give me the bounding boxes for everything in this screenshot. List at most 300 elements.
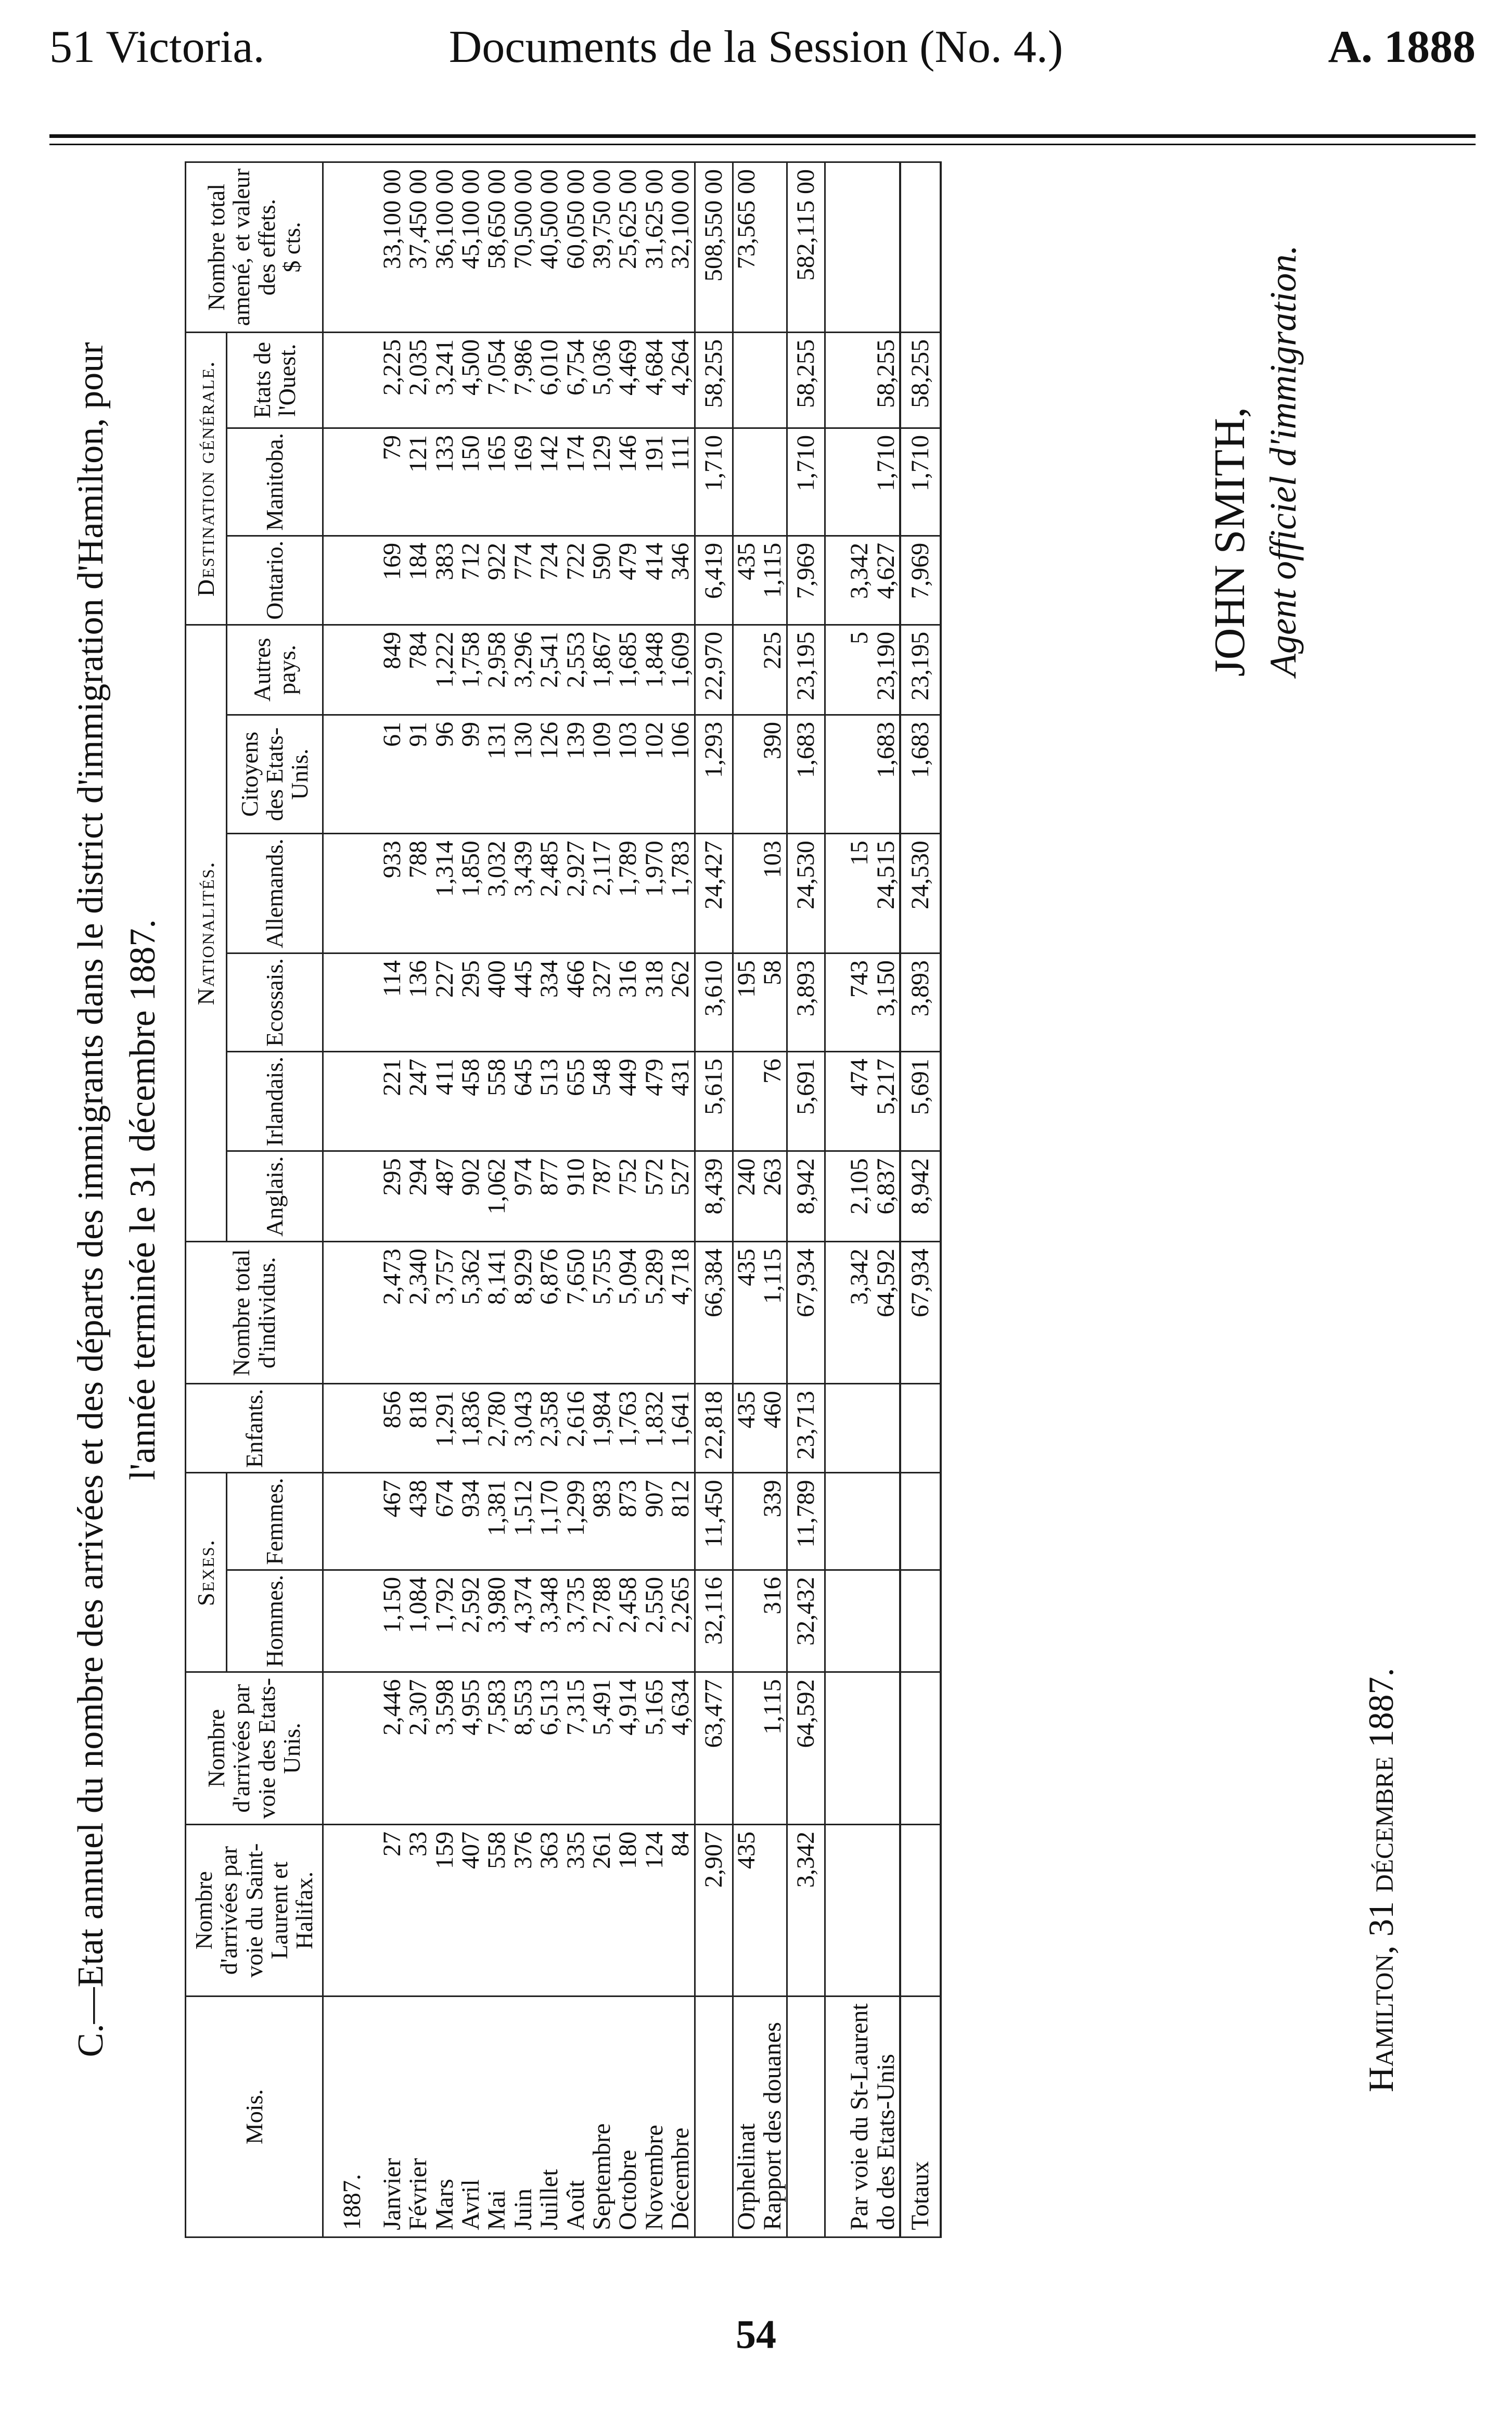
table-cell: 1,115	[760, 1672, 787, 1825]
row-label: Orphelinat	[733, 1997, 760, 2237]
table-cell	[847, 1570, 873, 1672]
table-caption-continued: l'année terminée le 31 décembre 1887.	[123, 919, 163, 1480]
table-cell: 22,818	[695, 1384, 733, 1473]
signature-name: JOHN SMITH,	[1206, 406, 1254, 677]
table-cell: 8,439	[695, 1151, 733, 1242]
table-cell: 33,100 00	[374, 162, 405, 333]
table-cell: 6,513	[536, 1672, 562, 1825]
table-cell: 5,362	[458, 1241, 484, 1383]
table-cell: 7,583	[484, 1672, 510, 1825]
table-cell: 5,691	[900, 1051, 941, 1151]
table-cell: 934	[458, 1473, 484, 1570]
table-cell	[323, 953, 374, 1052]
table-cell: 3,150	[873, 953, 900, 1052]
table-cell: 24,427	[695, 834, 733, 953]
col-header-hommes: Hommes.	[226, 1570, 323, 1672]
col-header-ecossais: Ecossais.	[226, 953, 323, 1052]
table-cell	[323, 162, 374, 333]
table-cell: 5,691	[787, 1051, 825, 1151]
table-cell: 1,685	[615, 625, 641, 715]
table-cell: 2,105	[847, 1151, 873, 1242]
table-cell: 2,780	[484, 1384, 510, 1473]
table-cell: 2,265	[668, 1570, 695, 1672]
table-cell: 558	[484, 1051, 510, 1151]
table-cell: 99	[458, 715, 484, 833]
table-cell: 3,043	[510, 1384, 536, 1473]
header-rule-thin	[49, 144, 1476, 145]
table-cell: 124	[642, 1824, 668, 1996]
table-cell: 902	[458, 1151, 484, 1242]
table-cell: 1,783	[668, 834, 695, 953]
row-label: Janvier	[374, 1997, 405, 2237]
table-cell: 1,170	[536, 1473, 562, 1570]
table-cell	[323, 1151, 374, 1242]
table-cell	[825, 1151, 847, 1242]
table-cell: 4,684	[642, 332, 668, 428]
valeur-effets-label: Nombre total amené, et valeur des effets.	[203, 168, 280, 326]
table-cell	[847, 162, 873, 333]
table-cell	[847, 428, 873, 536]
table-cell: 877	[536, 1151, 562, 1242]
table-cell	[900, 1672, 941, 1825]
table-cell: 508,550 00	[695, 162, 733, 333]
col-header-etats-ouest: Etats de l'Ouest.	[226, 332, 323, 428]
table-cell: 1,381	[484, 1473, 510, 1570]
table-cell: 184	[405, 536, 431, 625]
table-cell: 136	[405, 953, 431, 1052]
table-cell: 910	[563, 1151, 589, 1242]
table-cell: 262	[668, 953, 695, 1052]
table-cell	[733, 1570, 760, 1672]
table-cell	[825, 625, 847, 715]
table-cell: 1,084	[405, 1570, 431, 1672]
table-cell: 169	[374, 536, 405, 625]
table-cell: 752	[615, 1151, 641, 1242]
table-cell: 812	[668, 1473, 695, 1570]
table-cell: 2,550	[642, 1570, 668, 1672]
place-and-date: Hamilton, 31 décembre 1887.	[1361, 1668, 1401, 2092]
table-cell: 37,450 00	[405, 162, 431, 333]
month-row	[405, 162, 431, 2237]
row-label: Décembre	[668, 1997, 695, 2237]
table-cell: 1,984	[589, 1384, 615, 1473]
table-cell: 3,439	[510, 834, 536, 953]
row-label: Septembre	[589, 1997, 615, 2237]
table-cell	[760, 332, 787, 428]
table-cell	[825, 332, 847, 428]
table-cell: 4,718	[668, 1241, 695, 1383]
table-cell: 6,837	[873, 1151, 900, 1242]
table-cell: 130	[510, 715, 536, 833]
table-cell: 6,876	[536, 1241, 562, 1383]
table-cell: 445	[510, 953, 536, 1052]
table-cell: 334	[536, 953, 562, 1052]
table-cell: 3,342	[847, 536, 873, 625]
table-cell	[873, 1672, 900, 1825]
group-header-sexes: Sexes.	[186, 1473, 227, 1672]
table-cell	[847, 1384, 873, 1473]
currency-unit: $ cts.	[278, 222, 305, 273]
row-label: Mai	[484, 1997, 510, 2237]
table-cell: 4,634	[668, 1672, 695, 1825]
table-cell: 907	[642, 1473, 668, 1570]
month-row	[668, 162, 695, 2237]
table-cell	[323, 1241, 374, 1383]
table-cell	[900, 162, 941, 333]
table-cell: 1,710	[873, 428, 900, 536]
row-label: Novembre	[642, 1997, 668, 2237]
table-cell: 84	[668, 1824, 695, 1996]
table-cell: 572	[642, 1151, 668, 1242]
table-cell: 240	[733, 1151, 760, 1242]
table-cell: 64,592	[873, 1241, 900, 1383]
table-cell: 873	[615, 1473, 641, 1570]
table-cell	[825, 1051, 847, 1151]
table-cell: 2,446	[374, 1672, 405, 1825]
table-cell: 24,530	[900, 834, 941, 953]
table-cell: 180	[615, 1824, 641, 1996]
col-header-ontario: Ontario.	[226, 536, 323, 625]
table-cell: 3,032	[484, 834, 510, 953]
table-cell: 2,485	[536, 834, 562, 953]
table-cell: 431	[668, 1051, 695, 1151]
orphelinat-row	[733, 162, 760, 2237]
table-cell: 4,469	[615, 332, 641, 428]
table-cell: 3,735	[563, 1570, 589, 1672]
table-cell: 2,553	[563, 625, 589, 715]
table-cell: 5	[847, 625, 873, 715]
table-caption: C.—Etat annuel du nombre des arrivées et des départs des immigrants dans le district d'immigration d'Hamilton, pour	[71, 342, 111, 2057]
table-cell: 655	[563, 1051, 589, 1151]
table-cell	[847, 1824, 873, 1996]
table-cell: 466	[563, 953, 589, 1052]
table-cell: 227	[432, 953, 458, 1052]
month-row	[563, 162, 589, 2237]
table-cell: 33	[405, 1824, 431, 1996]
table-cell: 527	[668, 1151, 695, 1242]
table-cell: 1,836	[458, 1384, 484, 1473]
table-cell: 45,100 00	[458, 162, 484, 333]
table-cell: 60,050 00	[563, 162, 589, 333]
month-row	[589, 162, 615, 2237]
table-cell: 174	[563, 428, 589, 536]
table-cell: 1,683	[900, 715, 941, 833]
table-cell: 2,788	[589, 1570, 615, 1672]
table-cell: 1,222	[432, 625, 458, 715]
table-cell	[733, 1473, 760, 1570]
col-header-valeur-effets	[186, 162, 323, 333]
table-cell: 346	[668, 536, 695, 625]
table-cell: 400	[484, 953, 510, 1052]
table-cell: 1,609	[668, 625, 695, 715]
table-cell: 131	[484, 715, 510, 833]
table-cell	[873, 1384, 900, 1473]
month-row	[458, 162, 484, 2237]
table-cell: 142	[536, 428, 562, 536]
table-cell: 5,755	[589, 1241, 615, 1383]
table-cell: 787	[589, 1151, 615, 1242]
table-cell	[825, 953, 847, 1052]
table-cell: 40,500 00	[536, 162, 562, 333]
table-cell: 23,713	[787, 1384, 825, 1473]
table-cell: 3,296	[510, 625, 536, 715]
table-cell: 67,934	[900, 1241, 941, 1383]
table-cell: 1,062	[484, 1151, 510, 1242]
table-cell: 2,307	[405, 1672, 431, 1825]
table-cell: 66,384	[695, 1241, 733, 1383]
table-cell: 4,914	[615, 1672, 641, 1825]
table-cell: 784	[405, 625, 431, 715]
table-cell: 2,592	[458, 1570, 484, 1672]
total-row	[787, 162, 825, 2237]
table-cell: 23,195	[787, 625, 825, 715]
page-number: 54	[736, 2311, 776, 2357]
table-cell: 102	[642, 715, 668, 833]
table-cell: 1,710	[695, 428, 733, 536]
table-cell: 774	[510, 536, 536, 625]
rotated-page-content	[49, 151, 1485, 2248]
table-cell	[733, 834, 760, 953]
table-cell: 4,955	[458, 1672, 484, 1825]
table-cell: 1,758	[458, 625, 484, 715]
table-cell	[323, 1824, 374, 1996]
table-cell: 191	[642, 428, 668, 536]
totaux-row	[900, 162, 941, 2237]
table-cell: 36,100 00	[432, 162, 458, 333]
table-cell: 339	[760, 1473, 787, 1570]
table-cell: 6,754	[563, 332, 589, 428]
table-cell: 58,650 00	[484, 162, 510, 333]
table-cell	[825, 715, 847, 833]
table-cell: 263	[760, 1151, 787, 1242]
table-cell: 169	[510, 428, 536, 536]
table-cell: 11,450	[695, 1473, 733, 1570]
table-cell: 460	[760, 1384, 787, 1473]
table-cell: 435	[733, 1384, 760, 1473]
table-cell: 1,850	[458, 834, 484, 953]
table-cell: 2,616	[563, 1384, 589, 1473]
running-header-left: 51 Victoria.	[49, 22, 265, 72]
table-cell	[825, 428, 847, 536]
table-cell: 474	[847, 1051, 873, 1151]
table-cell	[825, 536, 847, 625]
table-cell	[873, 1824, 900, 1996]
col-header-irlandais: Irlandais.	[226, 1051, 323, 1151]
table-cell: 2,958	[484, 625, 510, 715]
table-cell: 295	[374, 1151, 405, 1242]
table-cell: 58,255	[873, 332, 900, 428]
table-cell: 856	[374, 1384, 405, 1473]
table-cell	[760, 1824, 787, 1996]
table-cell: 849	[374, 625, 405, 715]
table-cell: 225	[760, 625, 787, 715]
table-cell: 7,969	[787, 536, 825, 625]
row-label: do des Etats-Unis	[873, 1997, 900, 2237]
table-cell: 91	[405, 715, 431, 833]
table-cell: 3,893	[900, 953, 941, 1052]
table-cell: 6,419	[695, 536, 733, 625]
row-label: Juin	[510, 1997, 536, 2237]
table-cell: 479	[615, 536, 641, 625]
table-cell	[733, 428, 760, 536]
table-cell: 8,929	[510, 1241, 536, 1383]
table-cell: 133	[432, 428, 458, 536]
year-row	[323, 162, 374, 2237]
table-cell	[900, 1384, 941, 1473]
table-cell: 922	[484, 536, 510, 625]
row-label: 1887.	[323, 1997, 374, 2237]
table-cell	[825, 1672, 847, 1825]
table-cell: 1,641	[668, 1384, 695, 1473]
table-cell: 316	[615, 953, 641, 1052]
table-cell	[323, 625, 374, 715]
table-cell: 363	[536, 1824, 562, 1996]
table-cell: 8,553	[510, 1672, 536, 1825]
table-cell: 39,750 00	[589, 162, 615, 333]
table-cell	[900, 1824, 941, 1996]
table-cell: 126	[536, 715, 562, 833]
table-cell: 5,289	[642, 1241, 668, 1383]
table-cell: 2,458	[615, 1570, 641, 1672]
table-cell: 435	[733, 1824, 760, 1996]
table-cell	[873, 1473, 900, 1570]
table-cell: 1,710	[787, 428, 825, 536]
table-cell	[825, 834, 847, 953]
table-cell: 4,264	[668, 332, 695, 428]
table-body	[323, 162, 941, 2237]
table-cell	[825, 1241, 847, 1383]
table-cell	[825, 1473, 847, 1570]
table-cell: 8,942	[900, 1151, 941, 1242]
table-cell	[323, 428, 374, 536]
table-cell	[847, 1473, 873, 1570]
table-cell	[733, 715, 760, 833]
table-cell: 23,195	[900, 625, 941, 715]
table-cell: 103	[760, 834, 787, 953]
running-header-year: A. 1888	[1328, 22, 1476, 72]
table-cell: 983	[589, 1473, 615, 1570]
table-cell: 106	[668, 715, 695, 833]
table-cell: 4,500	[458, 332, 484, 428]
table-cell: 1,970	[642, 834, 668, 953]
table-cell: 376	[510, 1824, 536, 1996]
table-cell	[873, 1570, 900, 1672]
table-cell	[733, 625, 760, 715]
table-cell: 159	[432, 1824, 458, 1996]
table-cell: 32,100 00	[668, 162, 695, 333]
table-cell: 247	[405, 1051, 431, 1151]
table-cell: 2,117	[589, 834, 615, 953]
table-cell	[900, 1570, 941, 1672]
row-label	[825, 1997, 847, 2237]
table-cell: 7,054	[484, 332, 510, 428]
table-cell: 1,867	[589, 625, 615, 715]
table-cell: 24,515	[873, 834, 900, 953]
table-cell: 558	[484, 1824, 510, 1996]
table-cell: 7,969	[900, 536, 941, 625]
table-cell	[900, 1473, 941, 1570]
table-cell: 318	[642, 953, 668, 1052]
col-header-mois: Mois.	[186, 1997, 323, 2237]
table-cell	[323, 1051, 374, 1151]
table-cell: 129	[589, 428, 615, 536]
table-cell: 1,115	[760, 1241, 787, 1383]
table-cell	[323, 332, 374, 428]
group-header-nationalites: Nationalités.	[186, 625, 227, 1241]
rapport-douanes-row	[760, 162, 787, 2237]
table-cell: 6,010	[536, 332, 562, 428]
table-cell	[323, 715, 374, 833]
table-cell: 438	[405, 1473, 431, 1570]
table-cell: 96	[432, 715, 458, 833]
table-cell: 435	[733, 536, 760, 625]
table-cell: 1,683	[787, 715, 825, 833]
table-cell: 58,255	[695, 332, 733, 428]
table-cell	[733, 332, 760, 428]
table-cell	[760, 162, 787, 333]
table-cell: 2,927	[563, 834, 589, 953]
table-cell: 1,291	[432, 1384, 458, 1473]
table-cell	[323, 1570, 374, 1672]
table-cell: 24,530	[787, 834, 825, 953]
table-cell: 8,942	[787, 1151, 825, 1242]
table-cell: 111	[668, 428, 695, 536]
table-cell: 411	[432, 1051, 458, 1151]
table-cell: 2,225	[374, 332, 405, 428]
table-cell	[847, 332, 873, 428]
table-cell: 335	[563, 1824, 589, 1996]
table-cell	[825, 1824, 847, 1996]
table-cell: 3,610	[695, 953, 733, 1052]
table-cell: 674	[432, 1473, 458, 1570]
table-cell: 3,348	[536, 1570, 562, 1672]
table-cell: 316	[760, 1570, 787, 1672]
table-cell: 5,036	[589, 332, 615, 428]
row-label: Rapport des douanes	[760, 1997, 787, 2237]
col-header-total-individus: Nombre total d'individus.	[186, 1241, 323, 1383]
table-cell: 165	[484, 428, 510, 536]
table-cell: 1,710	[900, 428, 941, 536]
table-cell: 261	[589, 1824, 615, 1996]
table-cell: 1,512	[510, 1473, 536, 1570]
table-cell: 61	[374, 715, 405, 833]
table-cell: 327	[589, 953, 615, 1052]
table-cell: 32,116	[695, 1570, 733, 1672]
table-cell: 1,792	[432, 1570, 458, 1672]
table-cell: 479	[642, 1051, 668, 1151]
row-label	[695, 1997, 733, 2237]
table-cell: 4,627	[873, 536, 900, 625]
table-cell: 2,473	[374, 1241, 405, 1383]
table-cell	[847, 1672, 873, 1825]
table-cell: 3,893	[787, 953, 825, 1052]
table-cell: 23,190	[873, 625, 900, 715]
table-cell: 32,432	[787, 1570, 825, 1672]
table-cell: 974	[510, 1151, 536, 1242]
col-header-anglais: Anglais.	[226, 1151, 323, 1242]
table-cell: 467	[374, 1473, 405, 1570]
table-cell: 722	[563, 536, 589, 625]
header-rule	[49, 134, 1476, 138]
table-cell: 414	[642, 536, 668, 625]
table-cell: 724	[536, 536, 562, 625]
col-header-allemands: Allemands.	[226, 834, 323, 953]
table-cell: 7,650	[563, 1241, 589, 1383]
table-cell: 1,293	[695, 715, 733, 833]
row-label: Octobre	[615, 1997, 641, 2237]
table-cell: 5,491	[589, 1672, 615, 1825]
table-cell: 3,980	[484, 1570, 510, 1672]
